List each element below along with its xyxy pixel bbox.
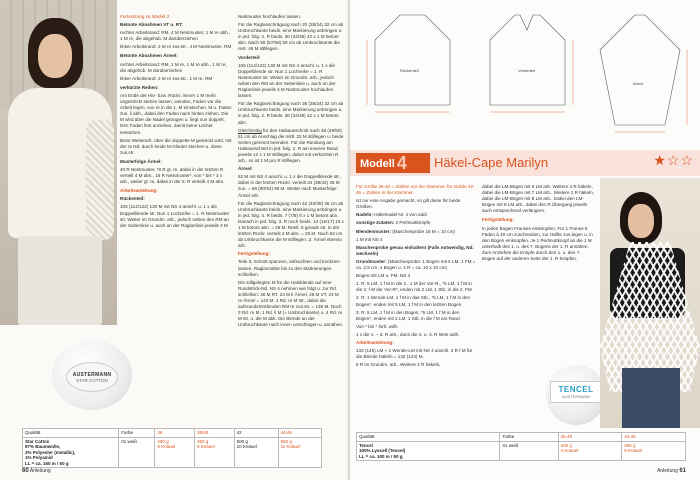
page-footer-right: Anleitung 61 [657, 468, 686, 474]
model-tag: Modell 4 [356, 153, 430, 173]
instructions-column-1: Fortsetzung zu Modell 3 Betonte Abnahmen VT u. RT: rechter Arbeitsrand: RM, 4 M Nestmuster, 1 M re abh., 1 M re, die abgehob. M darüberziehen linker Arbeitsrand: 2 M re zus.str., 4 M Nestmuster, RM Betonte Abnahmen Ärmel: rechter Arbeitsrand: RM, 1 M re, 1 M re abh., 1 M re, die abgehob. M darüberziehen linker Arbeitsrand: 2 M re zus.str., 1 M re, RM verkürzte Reihen: Am Ende der Hin- bzw. Rückr. immer 1 M mehr ungestrickt stehen lassen, wenden, Faden vor die Arbeit legen, von re in die 1. M einstechen, M u. Faden zus. li abh., dabei den Faden nach hinten ziehen. Die M wird über die Nadel gezogen u. liegt nun doppelt. Den Faden fest anziehen, damit keine Löcher entstehen. Beim Weiterarb. über die doppelte M gestrickt wird, mit der re Nd. durch beide M-Glieder stechen u. diese zus.str. Musterfolge Ärmel: 40 R Nestmuster, *8 R gl. re, dabei in der letzten R verteilt 4 M abn., 16 R Nestmuster*, von * bis * 3 x arb., weiter gl. re, dabei in der 8. R verteilt 4 M abn. Arbeitsanleitung: Rückenteil: 106 (114/122) 130 M mit NS 4 anschl. u. 1 x die Doppelblende str. Nun 1 Lochreihe = 1. R Nestmuster str. Weiter im Grundm. arb., jedoch neben den RM an der Seitenlinie u. auch an der Raglanlinie jeweils 4 M [120, 14, 232, 228]
yarn-brand-logo: AUSTERMANN [72, 371, 112, 378]
pattern-diagrams [355, 10, 695, 130]
cape-instructions-column-2: dabei die LM-Bögen mit 6 LM arb. Weitere 4 R häkeln, dabei die LM-Bögen mit 7 LM arb.. Weitere 2 R häkeln, dabei die LM-Bögen mit 8 LM arb.. Dabei den LM-Bogen mit 8 LM arb., dabei den R Übergang jeweils auch entsprechend verlängern. Fertigstellung: In jeden Bogen Fransen einknüpfen. Für 1 Franse 8 Fäden à 40 cm zuschneiden, zur Hälfte zus.legen u. in den Bogen einknüpfen. Je 1 Perlmuttknopf an die 1 M unterhalb des 1. u. des 7. Bogens der 1. R annähen. Zum Anziehen die Knöpfe durch den 1. u. den 7. Bogen auf der anderen Seite der 1. R knöpfen. [482, 184, 595, 262]
sleeve-label: Ärmel [633, 81, 644, 86]
yarn-table-left: Qualität Farbe 36 38/40 42 44/46 Star Cotton 97% Baumwolle, 2% Polyester (metallic), 1% Polyamid LL = ca. 160 m / 50 g 01 weiß 400 g 8 Knäuel 450 g 9 Knäuel 500 g 10 Knäuel 550 g 11 Knäuel [22, 428, 322, 468]
yarn-ball-star-cotton [52, 340, 132, 410]
right-page [350, 0, 700, 480]
front-piece-diagram [470, 10, 580, 120]
yarn-table-right: Qualität Farbe 36-40 42-46 Tencel 100% Lyocell (Tencel) LL = ca. 100 m / 50 g 01 weiß 200 g 4 Knäuel 250 g 5 Knäuel [356, 432, 686, 461]
page-footer-left: 60 Anleitung [22, 468, 51, 474]
model-banner [350, 150, 700, 176]
instructions-column-2: Nestmuster hochlaufen lassen. Für die Raglanschrägung nach 20 (35/34) 32 cm ab Umbruchkante beids. eine Markierung anbringen u. in jed. folg. 2. R beids. 30 (34/38) 42 x 1 M betont abn. Nach 56 (57/58) 59 cm ab Umbruchkante die rest. 46 M stilllegen. Vorderteil: 106 (114/122) 130 M mit NS 4 anschl. u. 1 x die Doppelblende str. Nun 1 Lochreihe = 1. R Nestmuster str. Weiter im Grundm. arb., jedoch neben den RM an der Seitenlinie u. auch an der Raglanlinie jeweils 4 M Nestmuster hochlaufen lassen. Für die Raglanschrägung nach 36 (35/34) 32 cm ab Umbruchkante beids. eine Markierung anbringen u. in jed. folg. 2. R beids. 30 (34/38) 42 x 1 M betont abn. Gleichzeitig für den Halsausschnitt nach 48 (49/50) 51 cm ab Anschlag die mittl. 22 M stilllegen u. beide Seiten getrennt beenden. Für die Rundung am Halsausschnitt in jed. folg. 2. R am inneren Rand jeweils 12 x 1 M stilllegen, dabei mit verkürzten R arb., so ist 1 M pro R stilllegen. Ärmel: 52 M mit NS 4 anschl. u. 1 x die Doppelblende str., dabei in der letzten Rückr. verteilt 34 (39/42) 46 M zun. = 86 (90/94) 98 M. Weiter nach Musterfolge Ärmel arb. Für die Raglanschrägung nach 42 (40/38) 36 cm ab Umbruchkante beids. eine Markierung anbringen u. in jed. folg. 4. R beids. 7 (7/8) 8 x 1 M betont abn. Danach in jed. folg. 3. R noch beids. 14 (15/17) 19 x 1 M betont abn. = 28 M. Restl. 8 gerade str. In der letzten Rückr. verteilt 2 M abn. = 26 M. Nach 62 cm ab Umbruchkante die M stilllegen. 2. Ärmel ebenso arb. Fertigstellung: Teile lt. Schnitt spannen, anfeuchten und trocknen lassen. Raglannähte bis zu den Markierungen schließen. Die stillgelegten M für die Halsblende auf eine Rundstrick-Nd. NS 4 nehmen wie folgt u. zur Rd. schließen: 46 M RT, 24 M li Ärmel, 46 M VT, 24 M re Ärmel = 140 M. 1 Rd. re M str., dabei die auferandenträfenden RM re zus.str. = 136 M. Noch 3 Rd. re M, 1 Rd. li M (= Umbruchkante) u. 4 Rd. re M str. u. die M abk. Die Blende an der Umbruchkante nach innen umschlagen u. annähen. [238, 14, 344, 328]
model-number: 4 [396, 153, 407, 173]
model-photo-cape [600, 178, 700, 428]
back-piece-label: Rückenteil [400, 68, 419, 73]
difficulty-stars: ★☆☆ [653, 152, 694, 168]
model-title: Häkel-Cape Marilyn [434, 155, 549, 170]
sleeve-diagram [585, 10, 695, 140]
page-number: 61 [679, 468, 686, 474]
yarn-ball-tencel: TENCEL AUSTERMANN [546, 365, 606, 425]
cape-instructions-column-1: Für Größe 36-40 = Zahlen vor der Klammer, für Größe 42-46 = Zahlen in der Klammer. Ist nur eine Angabe gemacht, so gilt diese für beide Größen. Nadeln: Häkelnadel Nr. 4 von addi sonstige Zutaten: 2 Perlmuttknöpfe Blendenmuster: (Maschenprobe 16 M = 10 cm) 1 M mit NS 4 Maschenprobe genau einhalten! (Falls notwendig, Nd. wechseln) Grundmuster: (Maschenprobe: 1 Bogen mit 5 LM, 1 FM = ca. 2,5 cm; 4 Bogen u. 4 R = ca. 10 x 10 cm) Bogen mit LM u. FM, NS 4 1. R: 5 LM, 1 f M in die 2., 1 M der Vor-R., *5 LM, 1 f M in die 3. f M der Vor-R*, enden mit 2 LM, 1 Stb. in die 2. FM 2. R: 1 Wende-LM, 1 f M in das Stb., *5 LM, 1 f M in den Bogen*, enden mit 5 LM, 1 f M in den letzten Bogen 3. R: 5 LM, 1 f M in den Bogen, *5 LM, 1 f M in den Bogen*, enden mit 2 LM, 1 Stb. in die f M am Rand Von * bis * fortl. wdh. 1 x die 1. – 3. R arb., dann die 2. u. 3. R stets wdh. Arbeitsanleitung: 133 (145) LM + 1 Wende-LM mit NS 4 anschl. 2 R f M für die Blende häkeln = 132 (144) M. 8 R im Grundm. arb.. Weitere 4 R häkeln, [356, 184, 476, 368]
back-piece-diagram [355, 10, 465, 120]
model-photo-sweater [0, 0, 117, 325]
yarn-product-name: STAR COTTON [76, 377, 108, 383]
tencel-logo: TENCEL [558, 385, 594, 394]
front-piece-label: Vorderteil [518, 68, 535, 73]
continuation-heading: Fortsetzung zu Modell 3 [120, 14, 170, 19]
page-number: 60 [22, 468, 29, 474]
